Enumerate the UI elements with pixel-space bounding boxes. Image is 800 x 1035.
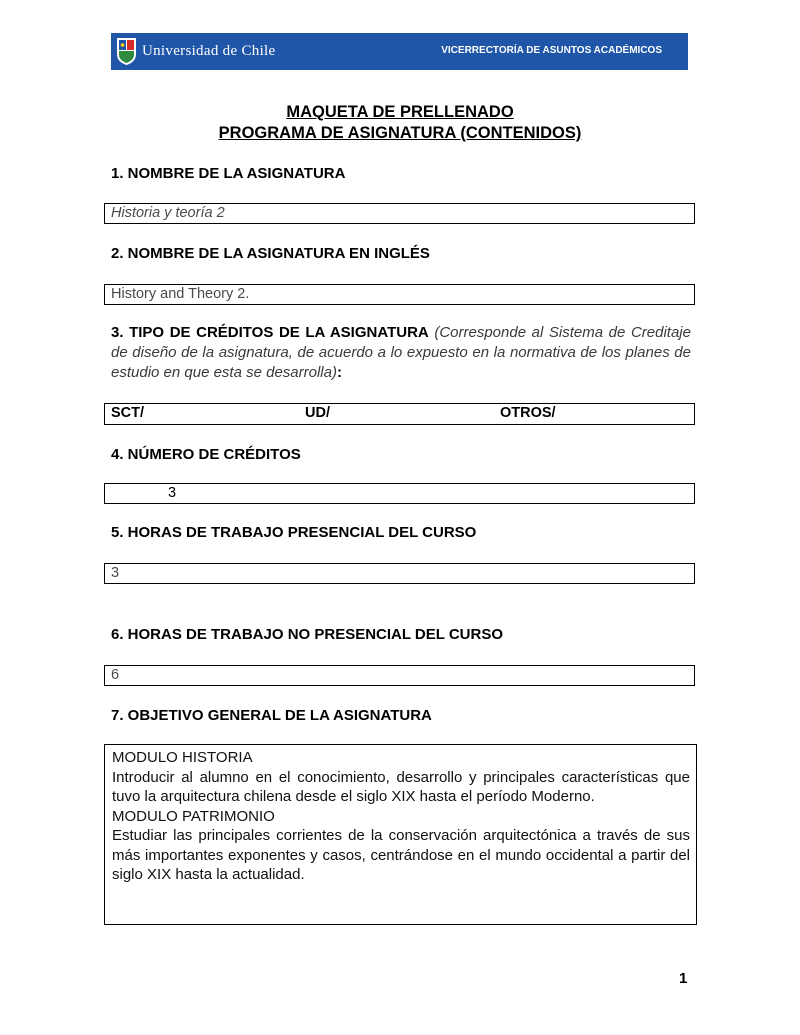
credits-number-field: 3 <box>104 483 695 504</box>
section-3-note: (Corresponde al Sistema de Creditaje de diseño de la asignatura, de acuerdo a lo expuesto en la normativa de los planes de estudio en que esta se desarrolla) <box>111 324 691 381</box>
section-3-paragraph <box>111 323 691 383</box>
module-patrimonio-title: MODULO PATRIMONIO <box>112 807 275 825</box>
credit-type-box <box>104 403 695 425</box>
section-2-heading: 2. NOMBRE DE LA ASIGNATURA EN INGLÉS <box>111 245 430 262</box>
otros-label: OTROS/ <box>500 405 556 421</box>
section-4-heading: 4. NÚMERO DE CRÉDITOS <box>111 446 301 463</box>
ud-label: UD/ <box>305 405 330 421</box>
page-title-line1: MAQUETA DE PRELLENADO <box>286 103 514 121</box>
subject-name-field: Historia y teoría 2 <box>104 203 695 224</box>
section-3-suffix: : <box>336 364 342 381</box>
module-patrimonio-text: Estudiar las principales corrientes de la conservación arquitectónica a través de sus más importantes exponentes y casos, centrándose en el mundo occidental a partir del siglo XIX hasta la actualidad. <box>112 827 690 883</box>
non-presential-hours-field: 6 <box>104 665 695 686</box>
section-7-heading: 7. OBJETIVO GENERAL DE LA ASIGNATURA <box>111 707 432 724</box>
page-number: 1 <box>679 970 688 987</box>
header-banner <box>111 33 688 70</box>
vicerrectoria-label: VICERRECTORÍA DE ASUNTOS ACADÉMICOS <box>441 45 662 56</box>
university-crest-icon <box>116 36 137 66</box>
module-historia-text: Introducir al alumno en el conocimiento, desarrollo y principales características que tuvo la arquitectura chilena desde el siglo XIX hasta el período Moderno. <box>112 768 690 805</box>
section-3-heading: 3. TIPO DE CRÉDITOS DE LA ASIGNATURA <box>111 324 429 341</box>
module-historia-title: MODULO HISTORIA <box>112 749 253 766</box>
subject-name-english-field: History and Theory 2. <box>104 284 695 305</box>
page-title-line2: PROGRAMA DE ASIGNATURA (CONTENIDOS) <box>218 124 582 142</box>
section-5-heading: 5. HORAS DE TRABAJO PRESENCIAL DEL CURSO <box>111 524 477 541</box>
university-name: Universidad de Chile <box>142 43 276 59</box>
sct-label: SCT/ <box>111 405 145 421</box>
section-1-heading: 1. NOMBRE DE LA ASIGNATURA <box>111 165 346 182</box>
presential-hours-field: 3 <box>104 563 695 584</box>
general-objective-box <box>104 744 697 925</box>
section-6-heading: 6. HORAS DE TRABAJO NO PRESENCIAL DEL CURSO <box>111 626 503 643</box>
